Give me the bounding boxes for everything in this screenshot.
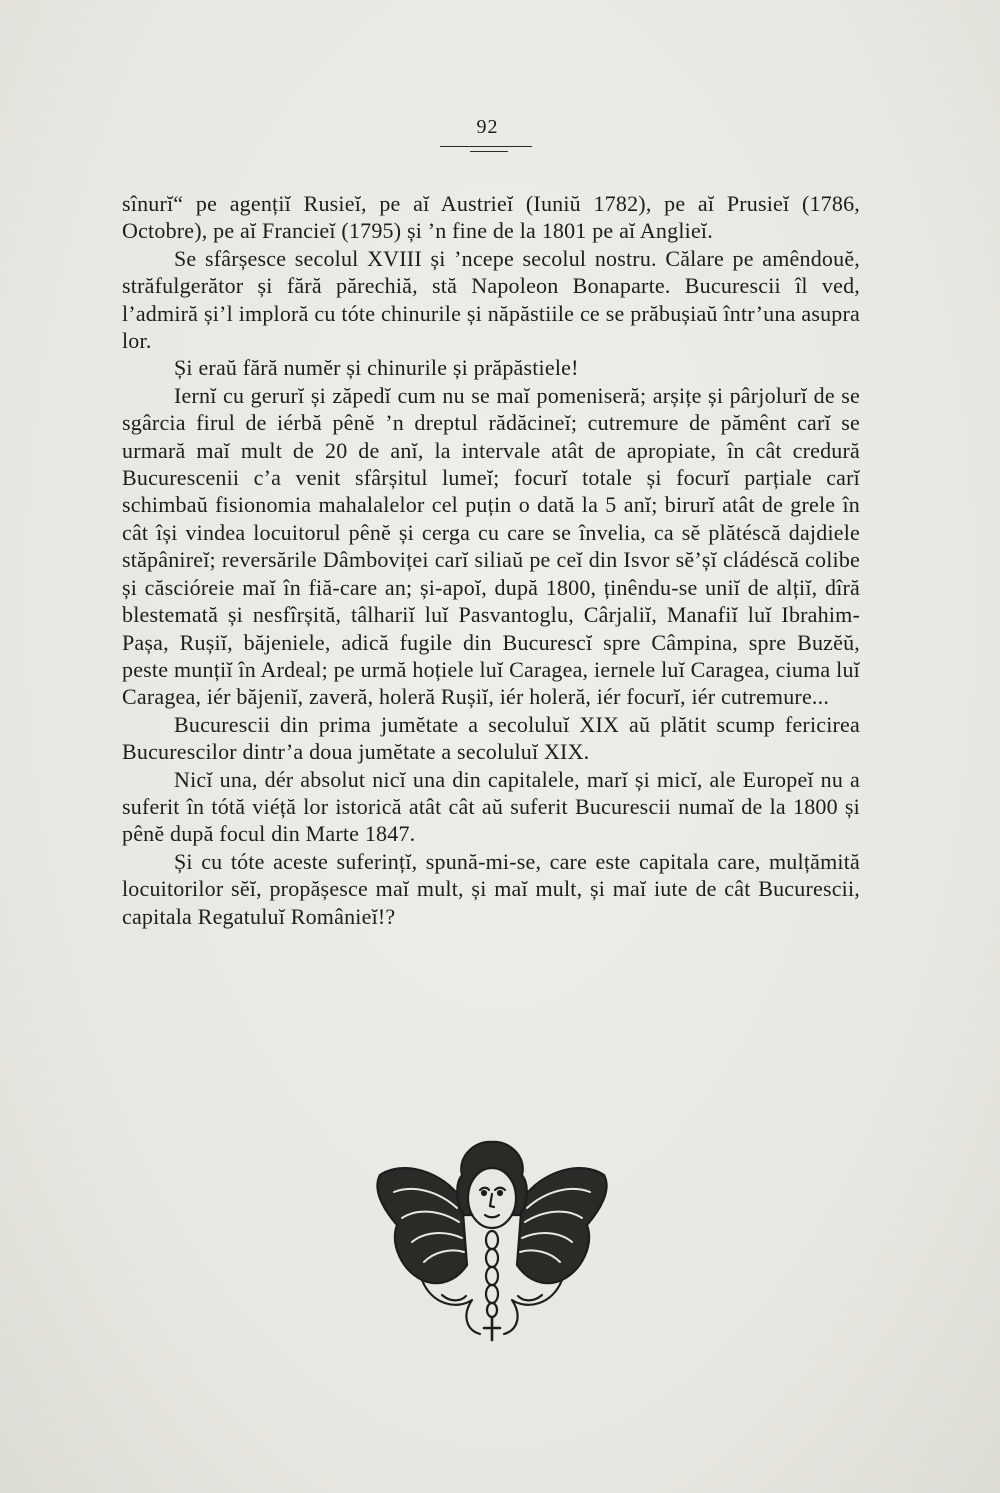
page-number: 92 xyxy=(476,116,499,138)
paragraph-2: Se sfârșesce secolul XVIII și ’ncepe secolul nostru. Călare pe amêndouĕ, străfulgerător și fără părechiă, stă Napoleon Bonaparte. Bucurescii îl ved, l’admiră și’l imploră cu tóte chinurile și năpăstiile ce se prăbușiaŭ într’una asupra lor. xyxy=(122,245,860,354)
paragraph-4: Iernĭ cu gerurĭ și zăpedĭ cum nu se maĭ pomeniseră; arșițe și pârjolurĭ de se sgârcia firul de iérbă pênĕ ’n dreptul rădăcineĭ; cutremure de pămênt carĭ se urmară maĭ mult de 20 de anĭ, la intervale atât de apropiate, în cât credură Bucurescenii c’a venit sfârșitul lumeĭ; focurĭ totale și focurĭ parțiale carĭ schimbaŭ fisionomia mahalalelor cel puțin o dată la 5 anĭ; birurĭ atât de grele în cât își vindea locuitorul pênĕ și cerga cu care se învelia, ca sĕ plătéscă dajdiele stăpânireĭ; reversările Dâmboviței carĭ siliaŭ pe ceĭ din Isvor sĕ’șĭ cládéscă colibe și căscióreie maĭ în fiă-care an; și-apoĭ, după 1800, ținêndu-se uniĭ de alțiĭ, dîră blestemată și nesfîrșită, tâlhariĭ luĭ Pasvantoglu, Cârjaliĭ, Manafiĭ luĭ Ibrahim-Pașa, Rușiĭ, băjeniele, adică fugile din Bucurescĭ spre Câmpina, spre Buzĕŭ, peste munțiĭ în Ardeal; pe urmă hoțiele luĭ Caragea, iernele luĭ Caragea, ciuma luĭ Caragea, iér băjeniĭ, zaveră, holeră Rușiĭ, iér holeră, iér focurĭ, iér cutremure... xyxy=(122,382,860,710)
header-rule-short xyxy=(470,151,508,152)
paragraph-7: Și cu tóte aceste suferințĭ, spună-mi-se, care este capitala care, mulțămită locuitorilor sĕĭ, propășesce maĭ mult, și maĭ mult, și maĭ iute de cât Bucurescii, capitala Regatuluĭ Românieĭ!? xyxy=(122,848,860,929)
paragraph-1: sînurĭ“ pe agențiĭ Rusieĭ, pe aĭ Austrieĭ (Iuniŭ 1782), pe aĭ Prusieĭ (1786, Octobre), pe aĭ Francieĭ (1795) și ’n fine de la 1801 pe aĭ Anglieĭ. xyxy=(122,191,860,244)
paragraph-3: Și eraŭ fără numĕr și chinurile și prăpăstiele! xyxy=(174,355,579,381)
paragraph-5: Bucurescii din prima jumĕtate a secoluluĭ XIX aŭ plătit scump fericirea Bucurescilor dintr’a doua jumĕtate a secoluluĭ XIX. xyxy=(122,711,860,765)
body-text xyxy=(122,190,860,930)
header-rule xyxy=(440,146,532,147)
winged-cherub-head-ornament-icon xyxy=(362,1130,622,1345)
paragraph-6: Nicĭ una, dér absolut nicĭ una din capitalele, marĭ și micĭ, ale Europeĭ nu a suferit în tótă viéță lor istorică atât cât aŭ suferit Bucurescii numaĭ de la 1800 și pênĕ după focul din Marte 1847. xyxy=(122,766,860,847)
